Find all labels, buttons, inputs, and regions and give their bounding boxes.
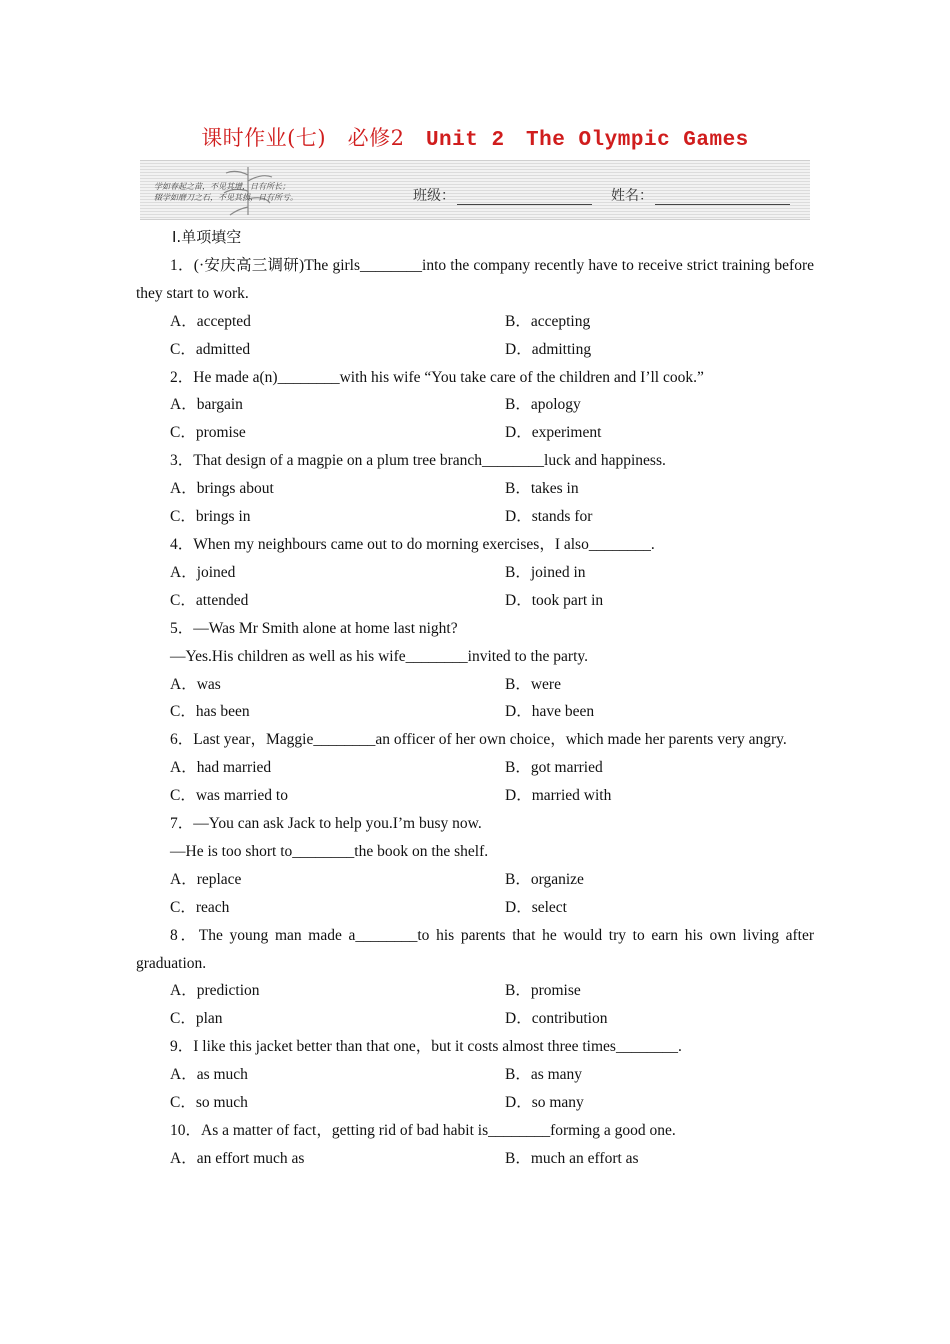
name-field [611,185,790,205]
option-b[interactable]: B．accepting [505,312,591,330]
option-d[interactable]: D．married with [505,787,612,805]
options-row [136,587,814,615]
option-b[interactable]: B．were [505,675,561,693]
question-dialog: —Yes.His children as well as his wife________invited to the party. [170,647,589,665]
page-title [0,122,950,152]
question-stem: 5．—Was Mr Smith alone at home last night? [170,619,458,637]
option-d[interactable]: D．took part in [505,591,604,609]
option-b[interactable]: B．promise [505,982,581,1000]
option-a[interactable]: A．accepted [170,312,251,330]
name-input-line[interactable] [655,190,790,205]
option-d[interactable]: D．so many [505,1094,584,1112]
question-stem: 9．I like this jacket better than that one，but it costs almost three times________. [170,1038,682,1056]
question-item [136,615,814,727]
option-c[interactable]: C．admitted [170,340,251,358]
option-b[interactable]: B．apology [505,396,581,414]
section-title: Ⅰ.单项填空 [172,228,242,246]
options-row [136,754,814,782]
option-a[interactable]: A．bargain [170,396,243,414]
option-d[interactable]: D．select [505,898,567,916]
question-stem: 10．As a matter of fact，getting rid of bad habit is________forming a good one. [170,1122,676,1139]
option-b[interactable]: B．organize [505,870,584,888]
option-a[interactable]: A．replace [170,870,242,888]
options-row [136,866,814,894]
exercise-content [136,224,814,1173]
options-row [136,419,814,447]
option-d[interactable]: D．contribution [505,1010,608,1028]
option-d[interactable]: D．admitting [505,340,592,358]
options-row [136,1145,814,1173]
option-a[interactable]: A．an effort much as [170,1149,305,1167]
option-a[interactable]: A．joined [170,563,236,581]
option-a[interactable]: A．was [170,675,221,693]
question-item [136,447,814,531]
options-row [136,1089,814,1117]
motto-line-2: 辍学如磨刀之石，不见其损，日有所亏。 [154,193,298,202]
options-row [136,475,814,503]
option-c[interactable]: C．has been [170,703,250,721]
question-item [136,726,814,810]
option-c[interactable]: C．was married to [170,787,288,805]
options-row [136,782,814,810]
option-b[interactable]: B．as many [505,1066,583,1084]
question-item [136,1117,814,1173]
question-dialog: —He is too short to________the book on the shelf. [170,842,489,860]
question-stem: 6．Last year，Maggie________an officer of her own choice，which made her parents very angry. [170,731,787,749]
options-row [136,894,814,922]
option-d[interactable]: D．experiment [505,424,602,442]
options-row [136,671,814,699]
question-item [136,531,814,615]
question-item [136,922,814,1034]
options-row [136,1005,814,1033]
title-english: Unit 2 The Olympic Games [425,129,749,152]
option-c[interactable]: C．so much [170,1094,248,1112]
title-chinese: 课时作业(七) 必修2 [201,126,405,150]
question-stem: 8．The young man made a________to his parents that he would try to earn his own living after graduation. [136,926,814,972]
option-a[interactable]: A．brings about [170,480,274,498]
options-row [136,308,814,336]
option-a[interactable]: A．as much [170,1066,248,1084]
option-b[interactable]: B．much an effort as [505,1149,639,1167]
name-label: 姓名： [611,188,653,204]
option-c[interactable]: C．brings in [170,508,251,526]
class-label: 班级： [413,188,455,204]
question-list [136,252,814,1173]
motto [154,181,298,203]
options-row [136,503,814,531]
option-b[interactable]: B．joined in [505,563,586,581]
options-row [136,391,814,419]
option-c[interactable]: C．plan [170,1010,223,1028]
options-row [136,1061,814,1089]
question-stem: 2．He made a(n)________with his wife “You take care of the children and I’ll cook.” [170,368,704,386]
options-row [136,698,814,726]
option-d[interactable]: D．have been [505,703,595,721]
header-banner [140,160,810,220]
question-item [136,810,814,922]
question-stem: 1．(·安庆高三调研)The girls________into the company recently have to receive strict training before they start to work. [136,256,814,302]
question-item [136,1033,814,1117]
option-c[interactable]: C．attended [170,591,249,609]
question-stem: 7．—You can ask Jack to help you.I’m busy now. [170,815,482,833]
option-c[interactable]: C．reach [170,898,230,916]
options-row [136,336,814,364]
option-b[interactable]: B．got married [505,759,603,777]
option-c[interactable]: C．promise [170,424,246,442]
question-stem: 3．That design of a magpie on a plum tree branch________luck and happiness. [170,452,666,470]
option-d[interactable]: D．stands for [505,508,593,526]
option-a[interactable]: A．had married [170,759,272,777]
option-b[interactable]: B．takes in [505,480,579,498]
options-row [136,559,814,587]
question-item [136,364,814,448]
class-field [413,185,592,205]
option-a[interactable]: A．prediction [170,982,260,1000]
class-input-line[interactable] [457,190,592,205]
question-item [136,252,814,364]
question-stem: 4．When my neighbours came out to do morning exercises，I also________. [170,535,655,553]
options-row [136,977,814,1005]
motto-line-1: 学如春起之苗，不见其增，日有所长； [154,182,290,191]
